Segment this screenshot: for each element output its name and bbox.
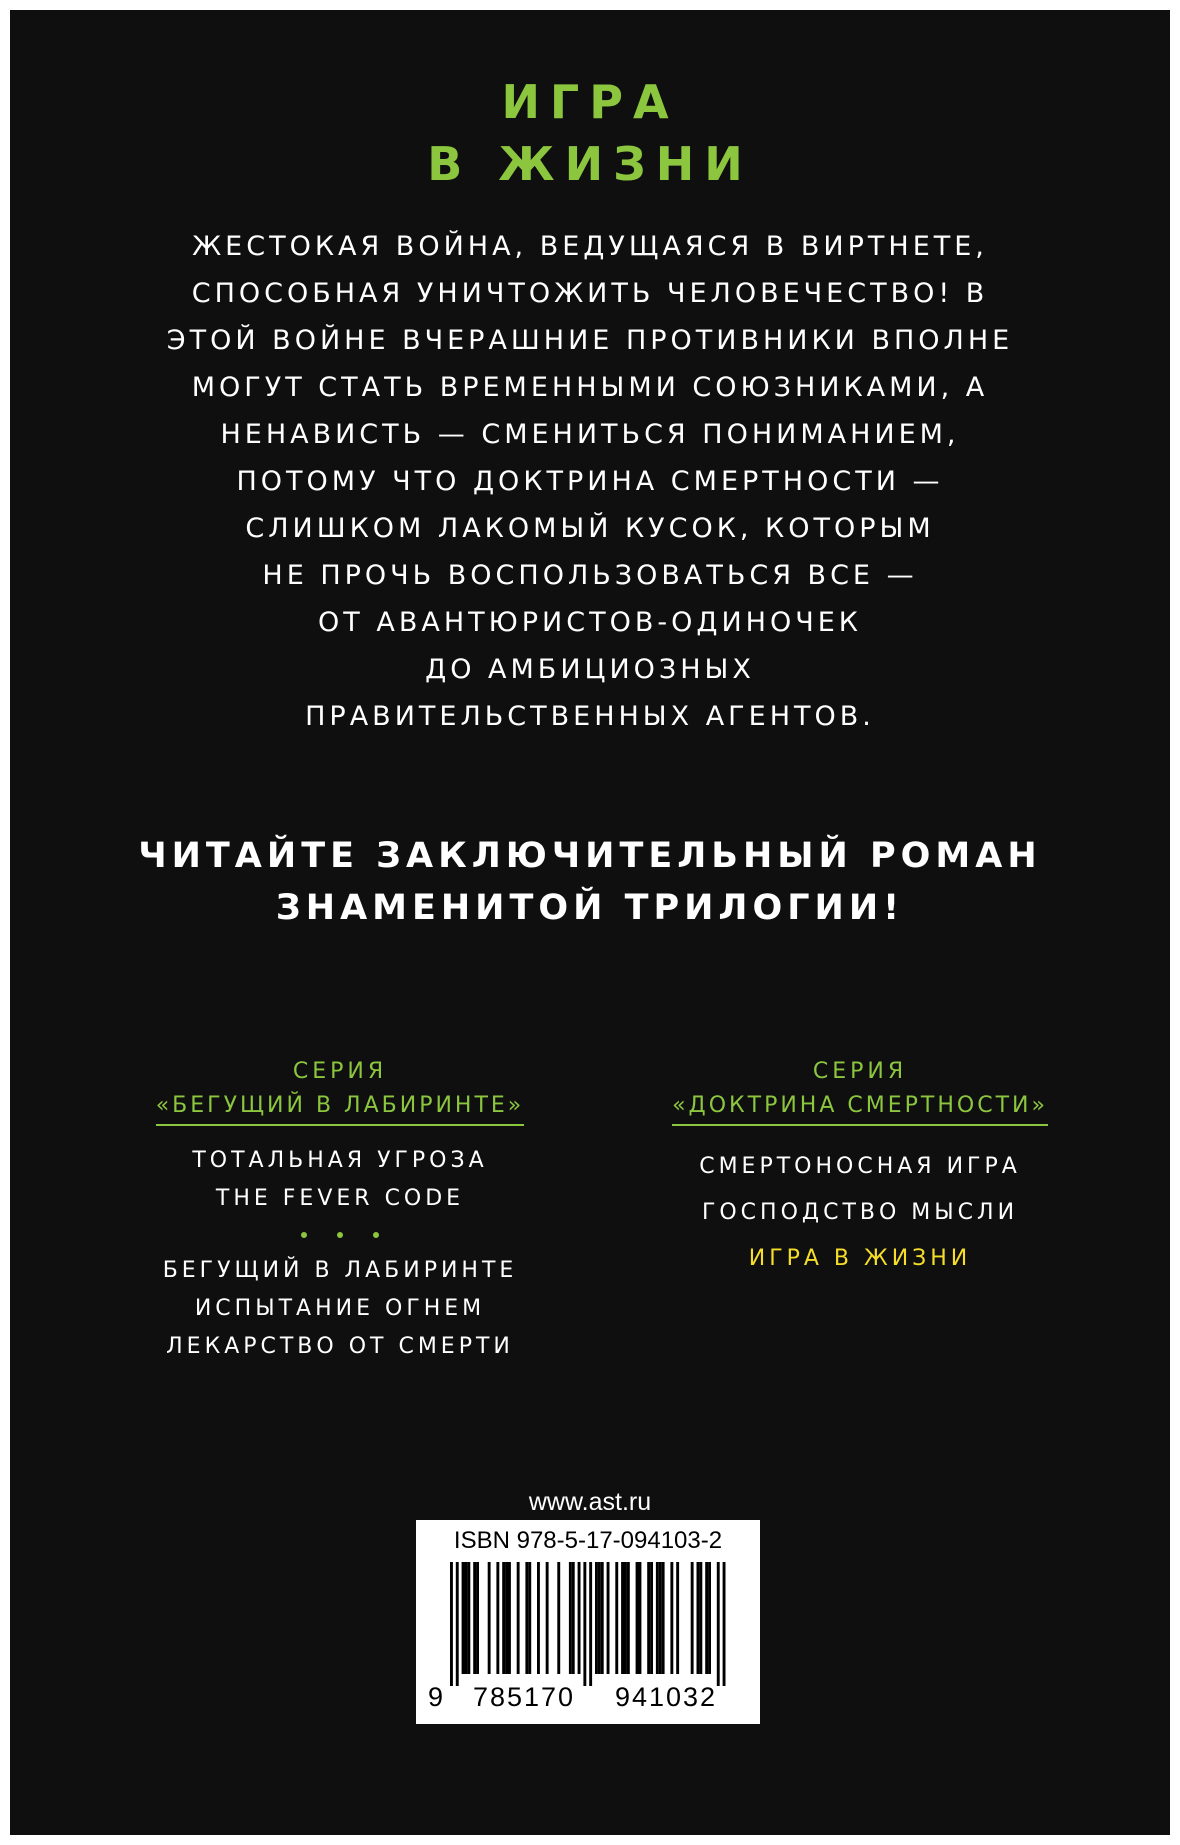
barcode-bar (537, 1562, 540, 1674)
series-left-book: THE FEVER CODE (215, 1186, 465, 1211)
barcode-bar (627, 1562, 630, 1674)
barcode-bar (572, 1562, 575, 1674)
cta-line-1: ЧИТАЙТЕ ЗАКЛЮЧИТЕЛЬНЫЙ РОМАН (138, 836, 1042, 876)
series-right-book: ГОСПОДСТВО МЫСЛИ (701, 1200, 1019, 1225)
barcode-bar (636, 1562, 639, 1674)
barcode-bar (505, 1562, 508, 1674)
barcode-bar (662, 1562, 665, 1674)
book-title-line-1: ИГРА (501, 75, 679, 129)
series-left-book: ТОТАЛЬНАЯ УГРОЗА (192, 1148, 488, 1173)
series-left-book: ЛЕКАРСТВО ОТ СМЕРТИ (166, 1334, 514, 1359)
series-left-book: БЕГУЩИЙ В ЛАБИРИНТЕ (162, 1258, 518, 1283)
blurb-line: ЖЕСТОКАЯ ВОЙНА, ВЕДУЩАЯСЯ В ВИРТНЕТЕ, (192, 231, 988, 262)
barcode-bar (462, 1562, 465, 1674)
ean-group-2: 941032 (614, 1682, 718, 1712)
barcode-guard-bar (456, 1562, 459, 1686)
barcode-bar (598, 1562, 601, 1674)
barcode-guard-bar (723, 1562, 726, 1686)
barcode-bar (650, 1562, 653, 1674)
barcode-bar (502, 1562, 505, 1674)
barcode-bar (708, 1562, 711, 1674)
barcode-bar (476, 1562, 479, 1674)
barcode-bar (656, 1562, 659, 1674)
barcode-bar (621, 1562, 624, 1674)
series-left-name: «БЕГУЩИЙ В ЛАБИРИНТЕ» (156, 1089, 525, 1126)
cta-line-2: ЗНАМЕНИТОЙ ТРИЛОГИИ! (275, 888, 905, 928)
barcode-bar (467, 1562, 470, 1674)
barcode-bar (607, 1562, 610, 1674)
barcode-bar (569, 1562, 572, 1674)
barcode-bar (578, 1562, 581, 1674)
barcode-guard-bar (589, 1562, 592, 1686)
publisher-website: www.ast.ru (528, 1488, 652, 1516)
dot (337, 1232, 343, 1238)
separator-dots (80, 1218, 600, 1252)
barcode-bar (676, 1562, 679, 1674)
series-left-book: ИСПЫТАНИЕ ОГНЕМ (194, 1296, 486, 1321)
barcode-bar (473, 1562, 476, 1674)
ean-first-digit: 9 (428, 1682, 444, 1712)
barcode-guard-bar (450, 1562, 453, 1686)
book-back-cover (10, 10, 1170, 1835)
blurb-line: СЛИШКОМ ЛАКОМЫЙ КУСОК, КОТОРЫМ (245, 513, 935, 544)
blurb-line: НЕНАВИСТЬ — СМЕНИТЬСЯ ПОНИМАНИЕМ, (220, 419, 960, 450)
barcode-bar (697, 1562, 700, 1674)
barcode-bar (639, 1562, 642, 1674)
ean-group-1: 785170 (472, 1682, 576, 1712)
barcode-bar (691, 1562, 694, 1674)
barcode-bar (525, 1562, 528, 1674)
barcode-bar (528, 1562, 531, 1674)
barcode-bar (488, 1562, 491, 1674)
barcode-bars (416, 1562, 760, 1686)
blurb-line: ОТ АВАНТЮРИСТОВ-ОДИНОЧЕК (318, 607, 862, 638)
blurb-line: ПОТОМУ ЧТО ДОКТРИНА СМЕРТНОСТИ — (236, 466, 944, 497)
barcode-bar (601, 1562, 604, 1674)
blurb-line: МОГУТ СТАТЬ ВРЕМЕННЫМИ СОЮЗНИКАМИ, А (191, 372, 989, 403)
dot (373, 1232, 379, 1238)
barcode-bar (615, 1562, 618, 1674)
barcode-guard-bar (717, 1562, 720, 1686)
series-right-label: СЕРИЯ (812, 1059, 908, 1084)
series-left-label: СЕРИЯ (292, 1059, 388, 1084)
blurb-line: СПОСОБНАЯ УНИЧТОЖИТЬ ЧЕЛОВЕЧЕСТВО! В (191, 278, 989, 309)
call-to-action (10, 830, 1170, 934)
isbn-label: ISBN 978-5-17-094103-2 (453, 1527, 723, 1554)
barcode-bar (546, 1562, 549, 1674)
barcode-bar (557, 1562, 560, 1674)
dot (301, 1232, 307, 1238)
series-right (600, 1055, 1120, 1282)
series-right-book: СМЕРТОНОСНАЯ ИГРА (699, 1154, 1021, 1179)
barcode-bar (659, 1562, 662, 1674)
book-title-line-2: В ЖИЗНИ (427, 137, 753, 191)
barcode-bar (624, 1562, 627, 1674)
barcode-bar (647, 1562, 650, 1674)
series-right-current-book: ИГРА В ЖИЗНИ (748, 1246, 972, 1271)
barcode-bar (705, 1562, 708, 1674)
blurb-line: ЭТОЙ ВОЙНЕ ВЧЕРАШНИЕ ПРОТИВНИКИ ВПОЛНЕ (166, 325, 1014, 356)
barcode-bar (496, 1562, 499, 1674)
series-left (80, 1055, 600, 1366)
blurb-line: ДО АМБИЦИОЗНЫХ (425, 654, 755, 685)
barcode-bar (595, 1562, 598, 1674)
blurb-line: НЕ ПРОЧЬ ВОСПОЛЬЗОВАТЬСЯ ВСЕ — (262, 560, 918, 591)
isbn-barcode (416, 1520, 760, 1724)
blurb-line: ПРАВИТЕЛЬСТВЕННЫХ АГЕНТОВ. (305, 701, 875, 732)
barcode-bar (465, 1562, 468, 1674)
blurb (10, 223, 1170, 740)
barcode-bar (508, 1562, 511, 1674)
barcode-bar (670, 1562, 673, 1674)
barcode-bar (517, 1562, 520, 1674)
series-right-name: «ДОКТРИНА СМЕРТНОСТИ» (672, 1089, 1048, 1126)
barcode-guard-bar (583, 1562, 586, 1686)
barcode-bar (699, 1562, 702, 1674)
